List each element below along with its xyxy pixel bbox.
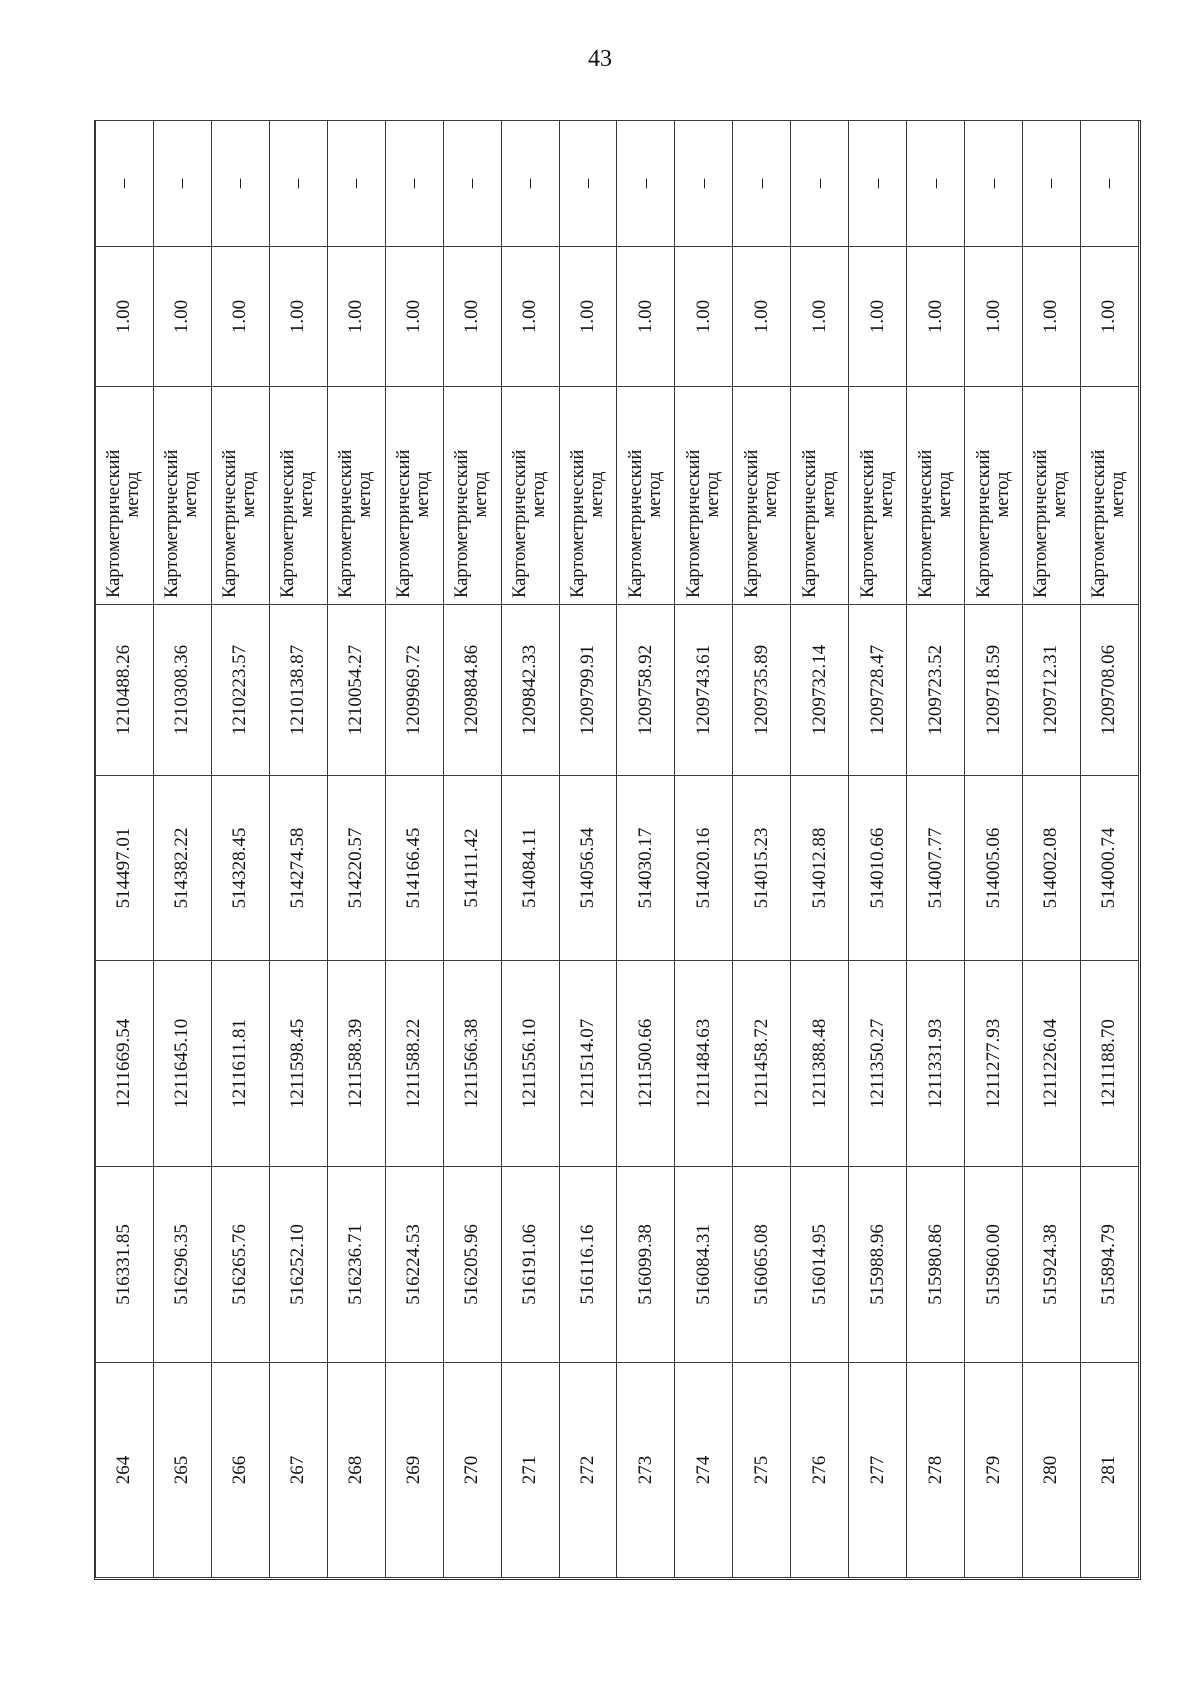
cell-accuracy: 1.00 [385, 247, 443, 387]
cell-x1: 515924.38 [1023, 1167, 1081, 1363]
method-line2: метод [181, 471, 202, 518]
method-line1: Картометрический [625, 449, 646, 598]
method-line1: Картометрический [510, 449, 531, 598]
cell-num: 271 [501, 1363, 559, 1578]
table-body [96, 121, 1139, 1578]
method-line1: Картометрический [278, 449, 299, 598]
cell-num: 277 [849, 1363, 907, 1578]
cell-extra: – [1023, 121, 1081, 247]
table-row [327, 121, 385, 1578]
cell-y2: 1209743.61 [675, 605, 733, 776]
method-line1: Картометрический [394, 449, 415, 598]
cell-x1: 516014.95 [791, 1167, 849, 1363]
cell-extra: – [501, 121, 559, 247]
cell-extra: – [733, 121, 791, 247]
cell-y1: 1211645.10 [153, 961, 211, 1167]
cell-method [1080, 387, 1138, 605]
method-line2: метод [1050, 471, 1071, 518]
cell-y2: 1210308.36 [153, 605, 211, 776]
cell-num: 275 [733, 1363, 791, 1578]
cell-y1: 1211500.66 [617, 961, 675, 1167]
cell-num: 269 [385, 1363, 443, 1578]
rotated-table-wrapper [95, 118, 1142, 1578]
method-line2: метод [355, 471, 376, 518]
cell-num: 264 [96, 1363, 154, 1578]
cell-x2: 514328.45 [211, 776, 269, 961]
cell-x1: 515980.86 [907, 1167, 965, 1363]
cell-method [269, 387, 327, 605]
cell-x1: 516116.16 [559, 1167, 617, 1363]
cell-x2: 514005.06 [965, 776, 1023, 961]
table-row [153, 121, 211, 1578]
cell-x2: 514012.88 [791, 776, 849, 961]
coordinates-table-frame [94, 120, 1141, 1580]
method-line2: метод [1108, 471, 1129, 518]
table-row [385, 121, 443, 1578]
cell-num: 267 [269, 1363, 327, 1578]
cell-x2: 514015.23 [733, 776, 791, 961]
cell-y2: 1209884.86 [443, 605, 501, 776]
cell-extra: – [443, 121, 501, 247]
cell-x2: 514056.54 [559, 776, 617, 961]
cell-x1: 516205.96 [443, 1167, 501, 1363]
cell-x2: 514497.01 [96, 776, 154, 961]
cell-x1: 516099.38 [617, 1167, 675, 1363]
cell-x1: 516265.76 [211, 1167, 269, 1363]
coordinates-table [95, 120, 1139, 1578]
cell-num: 266 [211, 1363, 269, 1578]
table-row [849, 121, 907, 1578]
page-number: 43 [588, 46, 612, 72]
method-line1: Картометрический [1031, 449, 1052, 598]
cell-num: 279 [965, 1363, 1023, 1578]
cell-y1: 1211226.04 [1023, 961, 1081, 1167]
cell-y1: 1211588.22 [385, 961, 443, 1167]
method-line1: Картометрический [1089, 449, 1110, 598]
cell-x2: 514030.17 [617, 776, 675, 961]
cell-x2: 514274.58 [269, 776, 327, 961]
cell-y1: 1211458.72 [733, 961, 791, 1167]
cell-method [501, 387, 559, 605]
cell-accuracy: 1.00 [153, 247, 211, 387]
method-line1: Картометрический [567, 449, 588, 598]
cell-accuracy: 1.00 [501, 247, 559, 387]
table-row [559, 121, 617, 1578]
cell-y2: 1209712.31 [1023, 605, 1081, 776]
method-line2: метод [239, 471, 260, 518]
cell-accuracy: 1.00 [675, 247, 733, 387]
cell-num: 272 [559, 1363, 617, 1578]
cell-method [153, 387, 211, 605]
cell-y1: 1211277.93 [965, 961, 1023, 1167]
cell-y1: 1211611.81 [211, 961, 269, 1167]
cell-x1: 516296.35 [153, 1167, 211, 1363]
method-line1: Картометрический [452, 449, 473, 598]
table-row [96, 121, 154, 1578]
table-row [1080, 121, 1138, 1578]
cell-accuracy: 1.00 [211, 247, 269, 387]
cell-y2: 1210054.27 [327, 605, 385, 776]
cell-extra: – [559, 121, 617, 247]
cell-accuracy: 1.00 [733, 247, 791, 387]
cell-y2: 1209708.06 [1080, 605, 1138, 776]
cell-accuracy: 1.00 [559, 247, 617, 387]
cell-extra: – [153, 121, 211, 247]
cell-accuracy: 1.00 [327, 247, 385, 387]
method-line1: Картометрический [857, 449, 878, 598]
cell-method [965, 387, 1023, 605]
cell-extra: – [269, 121, 327, 247]
method-line2: метод [586, 471, 607, 518]
cell-y2: 1209842.33 [501, 605, 559, 776]
cell-y2: 1209732.14 [791, 605, 849, 776]
cell-method [443, 387, 501, 605]
method-line2: метод [413, 471, 434, 518]
cell-num: 281 [1080, 1363, 1138, 1578]
table-row [443, 121, 501, 1578]
cell-x1: 516236.71 [327, 1167, 385, 1363]
cell-extra: – [617, 121, 675, 247]
cell-y2: 1209799.91 [559, 605, 617, 776]
cell-extra: – [96, 121, 154, 247]
cell-x2: 514166.45 [385, 776, 443, 961]
cell-method [1023, 387, 1081, 605]
cell-num: 280 [1023, 1363, 1081, 1578]
cell-accuracy: 1.00 [791, 247, 849, 387]
cell-y1: 1211484.63 [675, 961, 733, 1167]
method-line1: Картометрический [973, 449, 994, 598]
cell-x2: 514010.66 [849, 776, 907, 961]
cell-extra: – [327, 121, 385, 247]
cell-x2: 514002.08 [1023, 776, 1081, 961]
cell-accuracy: 1.00 [443, 247, 501, 387]
table-row [791, 121, 849, 1578]
cell-method [96, 387, 154, 605]
cell-extra: – [385, 121, 443, 247]
method-line1: Картометрический [220, 449, 241, 598]
cell-x2: 514220.57 [327, 776, 385, 961]
cell-method [617, 387, 675, 605]
cell-y2: 1209735.89 [733, 605, 791, 776]
cell-x2: 514020.16 [675, 776, 733, 961]
cell-extra: – [1080, 121, 1138, 247]
method-line2: метод [702, 471, 723, 518]
cell-accuracy: 1.00 [1023, 247, 1081, 387]
cell-extra: – [965, 121, 1023, 247]
cell-y1: 1211331.93 [907, 961, 965, 1167]
method-line1: Картометрический [336, 449, 357, 598]
cell-x1: 516252.10 [269, 1167, 327, 1363]
method-line2: метод [297, 471, 318, 518]
table-row [501, 121, 559, 1578]
cell-accuracy: 1.00 [96, 247, 154, 387]
cell-x2: 514084.11 [501, 776, 559, 961]
cell-x1: 515894.79 [1080, 1167, 1138, 1363]
cell-y2: 1209723.52 [907, 605, 965, 776]
table-row [1023, 121, 1081, 1578]
cell-num: 274 [675, 1363, 733, 1578]
cell-accuracy: 1.00 [269, 247, 327, 387]
cell-accuracy: 1.00 [849, 247, 907, 387]
cell-method [559, 387, 617, 605]
cell-y1: 1211514.07 [559, 961, 617, 1167]
cell-x2: 514111.42 [443, 776, 501, 961]
method-line2: метод [876, 471, 897, 518]
cell-x2: 514382.22 [153, 776, 211, 961]
method-line1: Картометрический [799, 449, 820, 598]
cell-extra: – [791, 121, 849, 247]
cell-extra: – [907, 121, 965, 247]
cell-y1: 1211388.48 [791, 961, 849, 1167]
cell-y2: 1209969.72 [385, 605, 443, 776]
method-line2: метод [760, 471, 781, 518]
table-row [211, 121, 269, 1578]
cell-method [211, 387, 269, 605]
cell-y1: 1211556.10 [501, 961, 559, 1167]
method-line1: Картометрический [104, 449, 125, 598]
cell-x1: 516084.31 [675, 1167, 733, 1363]
cell-y1: 1211598.45 [269, 961, 327, 1167]
method-line1: Картометрический [683, 449, 704, 598]
cell-num: 276 [791, 1363, 849, 1578]
cell-accuracy: 1.00 [617, 247, 675, 387]
cell-accuracy: 1.00 [907, 247, 965, 387]
cell-x1: 516331.85 [96, 1167, 154, 1363]
cell-y2: 1209758.92 [617, 605, 675, 776]
cell-num: 265 [153, 1363, 211, 1578]
cell-accuracy: 1.00 [965, 247, 1023, 387]
table-row [965, 121, 1023, 1578]
cell-method [327, 387, 385, 605]
cell-y1: 1211350.27 [849, 961, 907, 1167]
cell-method [907, 387, 965, 605]
cell-y2: 1210488.26 [96, 605, 154, 776]
method-line2: метод [818, 471, 839, 518]
cell-accuracy: 1.00 [1080, 247, 1138, 387]
method-line2: метод [529, 471, 550, 518]
method-line2: метод [644, 471, 665, 518]
cell-extra: – [211, 121, 269, 247]
cell-extra: – [849, 121, 907, 247]
cell-num: 268 [327, 1363, 385, 1578]
cell-y2: 1210223.57 [211, 605, 269, 776]
cell-y1: 1211566.38 [443, 961, 501, 1167]
cell-method [791, 387, 849, 605]
cell-num: 270 [443, 1363, 501, 1578]
cell-extra: – [675, 121, 733, 247]
cell-x1: 516191.06 [501, 1167, 559, 1363]
cell-x1: 515960.00 [965, 1167, 1023, 1363]
cell-method [675, 387, 733, 605]
cell-y2: 1209728.47 [849, 605, 907, 776]
method-line1: Картометрический [915, 449, 936, 598]
method-line2: метод [123, 471, 144, 518]
cell-y1: 1211188.70 [1080, 961, 1138, 1167]
cell-num: 273 [617, 1363, 675, 1578]
cell-y1: 1211669.54 [96, 961, 154, 1167]
cell-method [733, 387, 791, 605]
method-line2: метод [471, 471, 492, 518]
table-row [907, 121, 965, 1578]
cell-method [849, 387, 907, 605]
cell-y1: 1211588.39 [327, 961, 385, 1167]
method-line2: метод [934, 471, 955, 518]
table-row [733, 121, 791, 1578]
cell-x2: 514007.77 [907, 776, 965, 961]
method-line2: метод [992, 471, 1013, 518]
method-line1: Картометрический [741, 449, 762, 598]
table-row [675, 121, 733, 1578]
cell-method [385, 387, 443, 605]
method-line1: Картометрический [162, 449, 183, 598]
cell-x1: 516224.53 [385, 1167, 443, 1363]
cell-x1: 516065.08 [733, 1167, 791, 1363]
table-row [269, 121, 327, 1578]
cell-y2: 1209718.59 [965, 605, 1023, 776]
cell-x2: 514000.74 [1080, 776, 1138, 961]
cell-y2: 1210138.87 [269, 605, 327, 776]
cell-num: 278 [907, 1363, 965, 1578]
table-row [617, 121, 675, 1578]
cell-x1: 515988.96 [849, 1167, 907, 1363]
